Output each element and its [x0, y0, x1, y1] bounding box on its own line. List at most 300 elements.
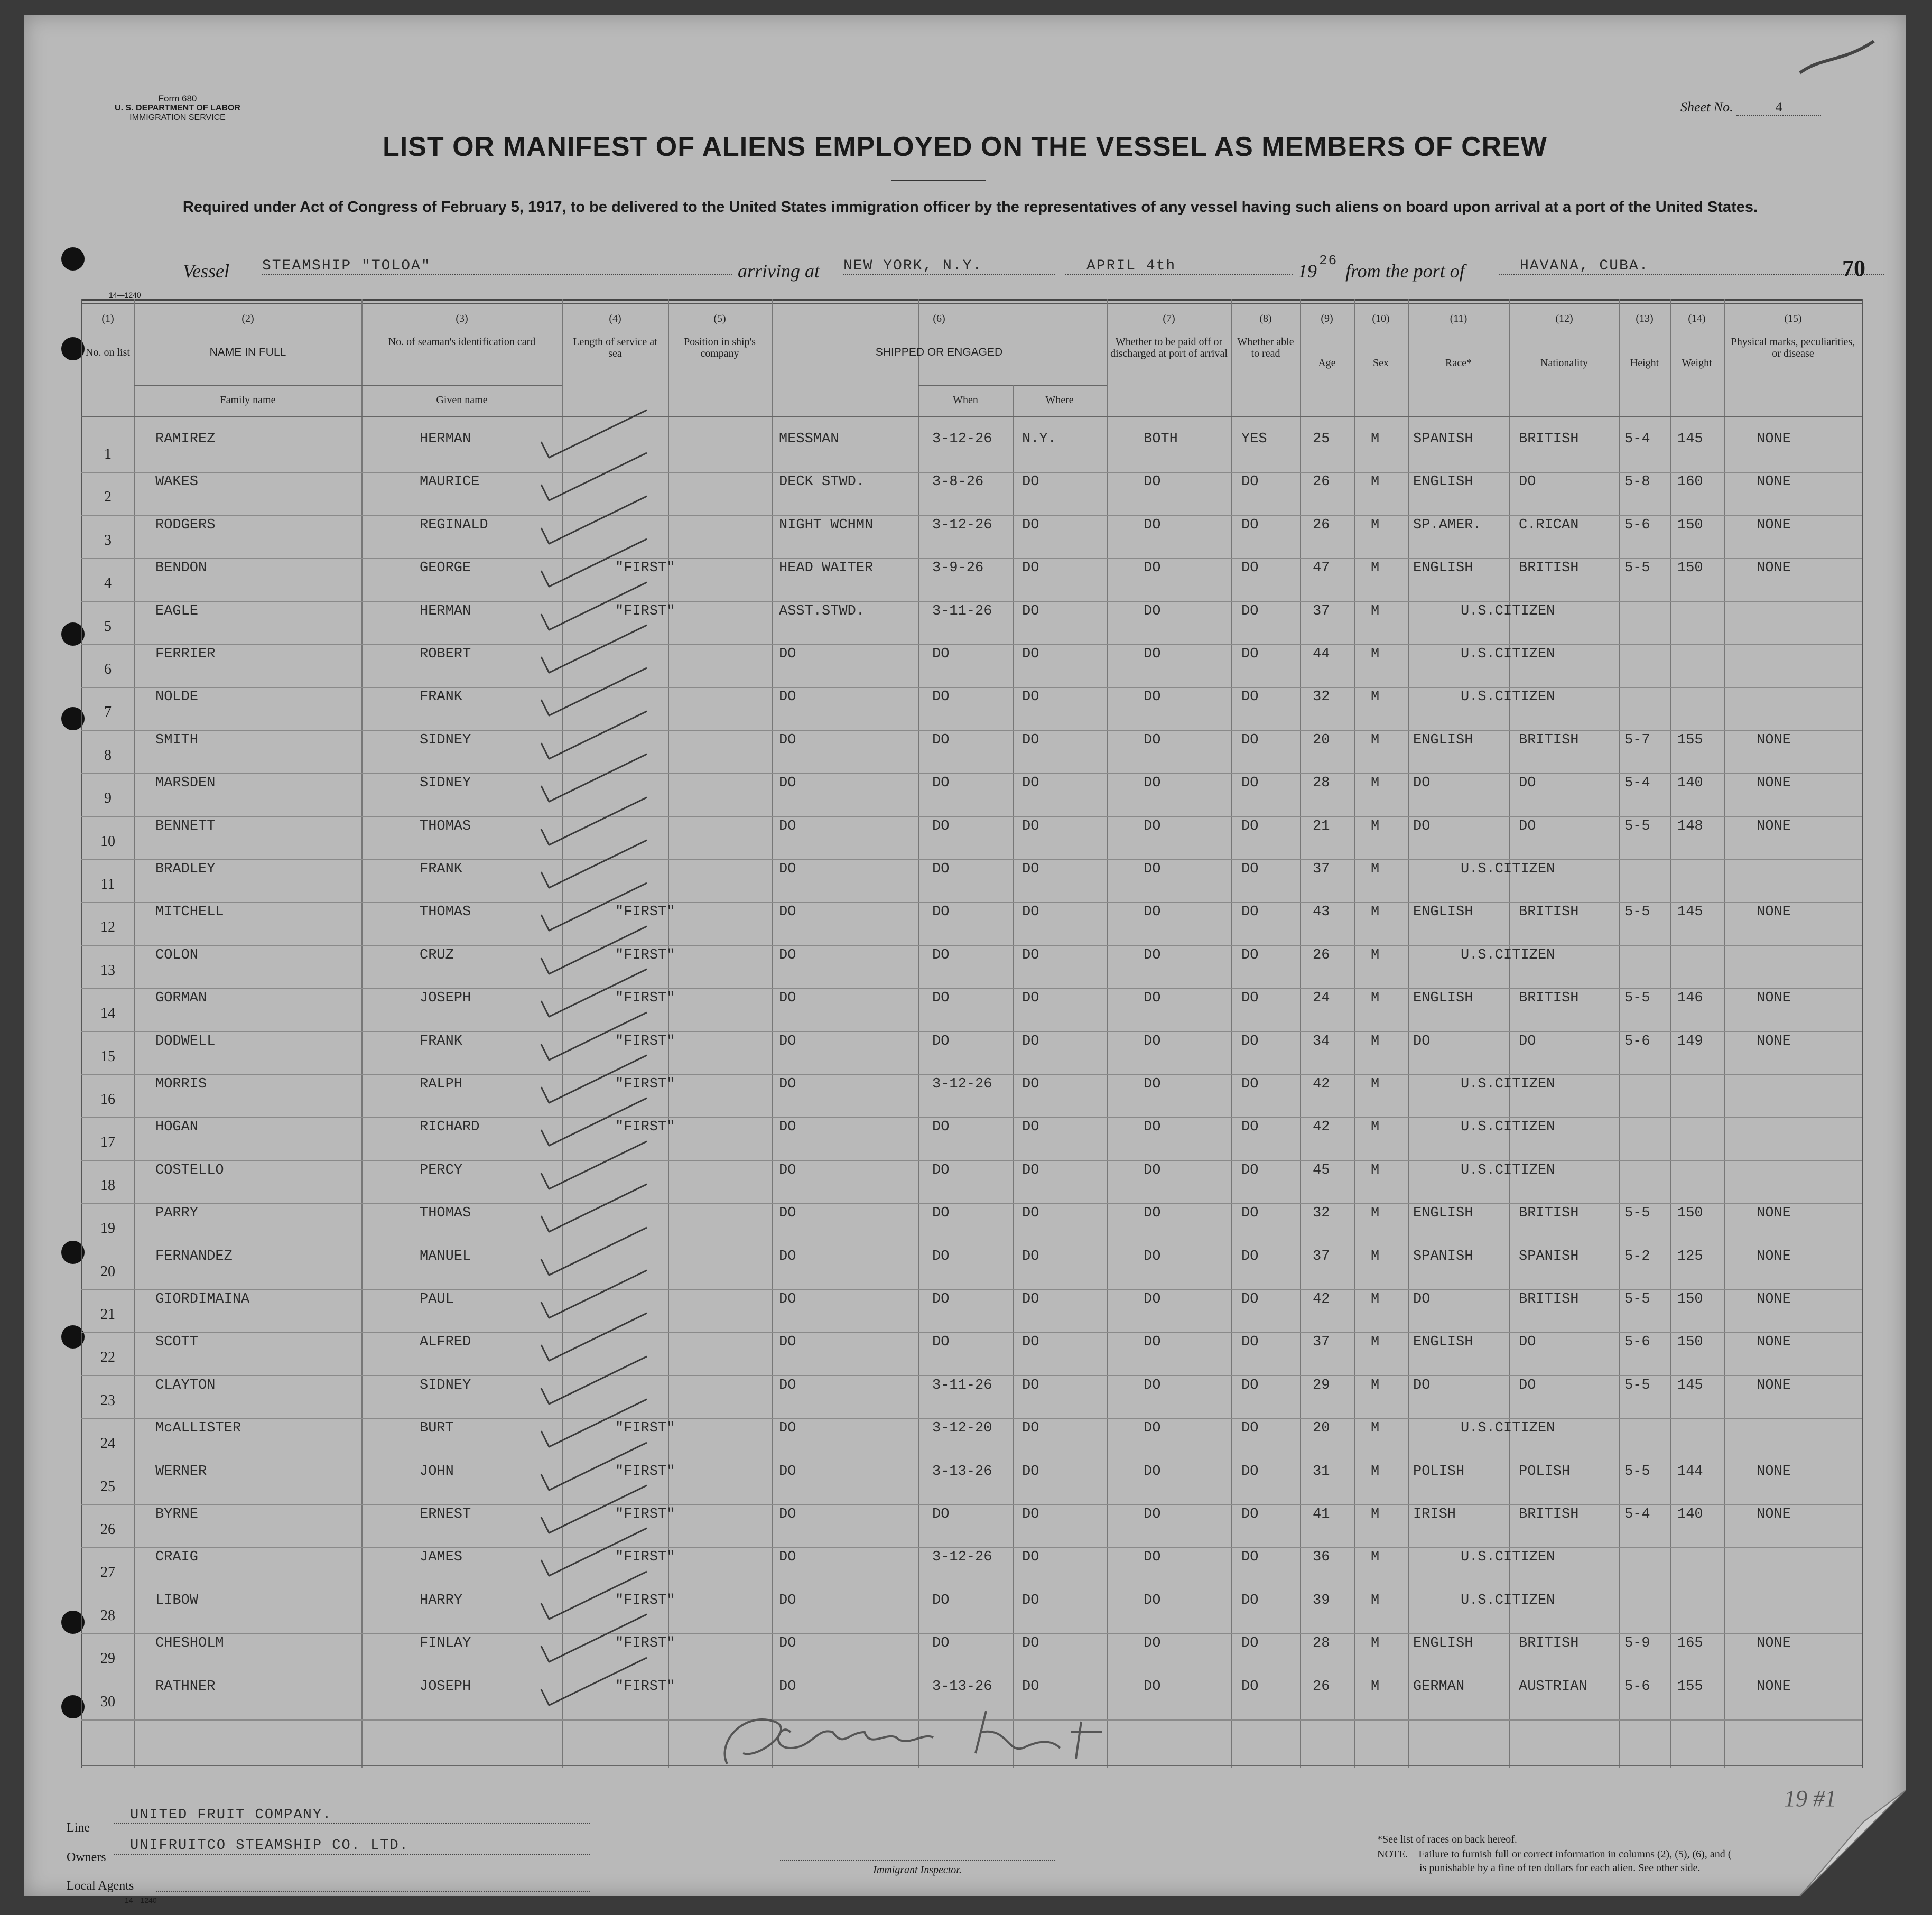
- sex: M: [1371, 1205, 1380, 1222]
- able-to-read: DO: [1241, 1549, 1259, 1566]
- physical-marks: NONE: [1757, 1463, 1791, 1480]
- form-number: Form 680: [158, 94, 197, 104]
- seaman-card: "FIRST": [615, 947, 675, 963]
- given-name: JOSEPH: [420, 990, 471, 1007]
- given-name: CRUZ: [420, 947, 454, 963]
- nationality: BRITISH: [1519, 990, 1579, 1007]
- column-header-1: No. on list: [86, 347, 130, 358]
- family-name: BENDON: [155, 560, 207, 577]
- given-name: MAURICE: [420, 474, 480, 490]
- given-name: REGINALD: [420, 517, 488, 533]
- shipped-when: DO: [932, 904, 950, 921]
- height: 5-9: [1624, 1635, 1650, 1652]
- document-title: LIST OR MANIFEST OF ALIENS EMPLOYED ON THE VESSEL AS MEMBERS OF CREW: [383, 132, 1547, 162]
- ship-position: MESSMAN: [779, 431, 839, 447]
- height: 5-4: [1624, 1507, 1650, 1522]
- table-row: [81, 560, 1862, 603]
- given-name: MANUEL: [420, 1248, 471, 1265]
- owners-label: Owners: [67, 1851, 106, 1864]
- physical-marks: NONE: [1757, 560, 1791, 577]
- given-name: FRANK: [420, 689, 463, 705]
- column-header-14: Weight: [1682, 357, 1712, 369]
- shipped-where: DO: [1022, 947, 1039, 963]
- height: 5-5: [1624, 990, 1650, 1007]
- physical-marks: NONE: [1757, 818, 1791, 834]
- race: SP.AMER.: [1413, 517, 1482, 533]
- able-to-read: DO: [1241, 818, 1259, 834]
- table-row: [81, 1119, 1862, 1162]
- shipped-where: DO: [1022, 1119, 1039, 1136]
- agents-line: [156, 1891, 590, 1892]
- table-row: [81, 1593, 1862, 1635]
- row-number: 30: [100, 1693, 115, 1710]
- ship-position: DO: [779, 1420, 796, 1437]
- row-number: 25: [100, 1478, 115, 1495]
- row-number: 29: [100, 1650, 115, 1667]
- family-name-header: Family name: [220, 394, 276, 406]
- age: 41: [1313, 1507, 1330, 1522]
- paid-off: DO: [1144, 990, 1161, 1007]
- from-label: from the port of: [1345, 261, 1465, 282]
- citizen-status: U.S.CITIZEN: [1461, 1162, 1555, 1178]
- column-header-10: Sex: [1373, 357, 1389, 369]
- race: DO: [1413, 1291, 1431, 1307]
- race: ENGLISH: [1413, 732, 1473, 748]
- crew-table: [81, 299, 1862, 1768]
- nationality: DO: [1519, 474, 1536, 490]
- race: ENGLISH: [1413, 474, 1473, 490]
- seaman-card: "FIRST": [615, 1463, 675, 1480]
- ship-position: DO: [779, 775, 796, 792]
- nationality: BRITISH: [1519, 904, 1579, 921]
- column-header-4: Length of service at sea: [573, 336, 657, 359]
- race: ENGLISH: [1413, 1205, 1473, 1222]
- table-row: [81, 1378, 1862, 1420]
- citizen-status: U.S.CITIZEN: [1461, 1549, 1555, 1566]
- weight: 145: [1677, 904, 1703, 921]
- shipped-where: DO: [1022, 474, 1039, 490]
- sex: M: [1371, 646, 1380, 662]
- physical-marks: NONE: [1757, 1248, 1791, 1265]
- table-row: [81, 1249, 1862, 1291]
- sex: M: [1371, 1549, 1380, 1566]
- age: 32: [1313, 689, 1330, 705]
- table-row: [81, 431, 1862, 474]
- title-rule: [891, 180, 986, 181]
- given-name: SIDNEY: [420, 1377, 471, 1393]
- paid-off: DO: [1144, 1377, 1161, 1393]
- given-name: GEORGE: [420, 560, 471, 577]
- owners-value: UNIFRUITCO STEAMSHIP CO. LTD.: [114, 1838, 590, 1855]
- height: 5-6: [1624, 1033, 1650, 1049]
- paid-off: DO: [1144, 1549, 1161, 1566]
- given-name: PAUL: [420, 1291, 454, 1307]
- paid-off: DO: [1144, 1033, 1161, 1049]
- age: 39: [1313, 1592, 1330, 1609]
- seaman-card: "FIRST": [615, 1678, 675, 1695]
- height: 5-5: [1624, 904, 1650, 921]
- from-port: HAVANA, CUBA.: [1499, 258, 1884, 275]
- physical-marks: NONE: [1757, 474, 1791, 490]
- column-header-9: Age: [1318, 357, 1336, 369]
- shipped-when: 3-9-26: [932, 560, 984, 577]
- row-number: 19: [100, 1220, 115, 1237]
- paid-off: DO: [1144, 947, 1161, 963]
- column-number-13: (13): [1636, 313, 1654, 324]
- given-name: FINLAY: [420, 1635, 471, 1652]
- paid-off: DO: [1144, 1420, 1161, 1437]
- race: POLISH: [1413, 1463, 1465, 1480]
- manifest-sheet: [24, 15, 1906, 1904]
- ship-position: DO: [779, 1334, 796, 1351]
- row-number: 14: [100, 1005, 115, 1022]
- table-row: [81, 1163, 1862, 1205]
- able-to-read: DO: [1241, 1205, 1259, 1222]
- family-name: RAMIREZ: [155, 431, 216, 447]
- races-note: *See list of races on back hereof.: [1377, 1834, 1517, 1845]
- row-number: 21: [100, 1306, 115, 1323]
- header-rule: [134, 385, 562, 386]
- paid-off: BOTH: [1144, 431, 1178, 447]
- row-number: 9: [104, 790, 112, 807]
- weight: 150: [1677, 1291, 1703, 1307]
- shipped-when-header: When: [953, 394, 978, 406]
- paid-off: DO: [1144, 474, 1161, 490]
- shipped-where: DO: [1022, 646, 1039, 662]
- column-number-8: (8): [1259, 313, 1272, 324]
- column-header-13: Height: [1630, 357, 1659, 369]
- ship-position: DO: [779, 904, 796, 921]
- able-to-read: DO: [1241, 904, 1259, 921]
- column-header-3: No. of seaman's identification card: [388, 336, 536, 348]
- age: 31: [1313, 1463, 1330, 1480]
- citizen-status: U.S.CITIZEN: [1461, 646, 1555, 662]
- ship-position: DO: [779, 689, 796, 705]
- table-row: [81, 474, 1862, 517]
- age: 36: [1313, 1549, 1330, 1566]
- age: 44: [1313, 646, 1330, 662]
- family-name: LIBOW: [155, 1592, 199, 1609]
- age: 37: [1313, 1334, 1330, 1351]
- given-name: JAMES: [420, 1549, 463, 1566]
- shipped-where: DO: [1022, 517, 1039, 533]
- family-name: MORRIS: [155, 1076, 207, 1092]
- family-name: FERNANDEZ: [155, 1248, 233, 1265]
- age: 29: [1313, 1377, 1330, 1393]
- ship-position: DO: [779, 1507, 796, 1522]
- voyage-line: [183, 253, 1874, 284]
- physical-marks: NONE: [1757, 431, 1791, 447]
- ship-position: DO: [779, 1377, 796, 1393]
- shipped-where: DO: [1022, 1377, 1039, 1393]
- ship-position: DO: [779, 1291, 796, 1307]
- nationality: BRITISH: [1519, 560, 1579, 577]
- sex: M: [1371, 689, 1380, 705]
- shipped-when: DO: [932, 1033, 950, 1049]
- ship-position: DECK STWD.: [779, 474, 865, 490]
- table-row: [81, 1076, 1862, 1119]
- nationality: C.RICAN: [1519, 517, 1579, 533]
- citizen-status: U.S.CITIZEN: [1461, 947, 1555, 963]
- check-mark-icon: [536, 1652, 663, 1711]
- sheet-label: Sheet No.: [1680, 99, 1733, 115]
- weight: 148: [1677, 818, 1703, 834]
- ship-position: DO: [779, 1248, 796, 1265]
- ship-position: DO: [779, 818, 796, 834]
- family-name: RATHNER: [155, 1678, 216, 1695]
- given-name: FRANK: [420, 1033, 463, 1049]
- row-number: 12: [100, 919, 115, 936]
- column-number-9: (9): [1321, 313, 1333, 324]
- shipped-when: DO: [932, 1592, 950, 1609]
- weight: 149: [1677, 1033, 1703, 1049]
- able-to-read: DO: [1241, 1507, 1259, 1522]
- age: 26: [1313, 1678, 1330, 1695]
- height: 5-2: [1624, 1248, 1650, 1265]
- ship-position: DO: [779, 732, 796, 748]
- shipped-when: DO: [932, 1119, 950, 1136]
- header-rule: [81, 416, 1862, 417]
- physical-marks: NONE: [1757, 904, 1791, 921]
- sex: M: [1371, 1334, 1380, 1351]
- family-name: BYRNE: [155, 1507, 199, 1522]
- height: 5-5: [1624, 818, 1650, 834]
- shipped-when: 3-8-26: [932, 474, 984, 490]
- sex: M: [1371, 1033, 1380, 1049]
- table-row: [81, 732, 1862, 775]
- physical-marks: NONE: [1757, 1291, 1791, 1307]
- race: ENGLISH: [1413, 1635, 1473, 1652]
- age: 37: [1313, 603, 1330, 619]
- able-to-read: DO: [1241, 1420, 1259, 1437]
- sex: M: [1371, 1592, 1380, 1609]
- able-to-read: DO: [1241, 1635, 1259, 1652]
- family-name: MARSDEN: [155, 775, 216, 792]
- height: 5-8: [1624, 474, 1650, 490]
- age: 28: [1313, 775, 1330, 792]
- citizen-status: U.S.CITIZEN: [1461, 1076, 1555, 1092]
- family-name: COSTELLO: [155, 1162, 224, 1178]
- citizen-status: U.S.CITIZEN: [1461, 1119, 1555, 1136]
- given-name: HERMAN: [420, 431, 471, 447]
- weight: 165: [1677, 1635, 1703, 1652]
- column-number-1: (1): [101, 313, 114, 324]
- able-to-read: DO: [1241, 1248, 1259, 1265]
- line-label: Line: [67, 1821, 90, 1835]
- shipped-where: DO: [1022, 732, 1039, 748]
- department: U. S. DEPARTMENT OF LABOR: [115, 104, 240, 113]
- ship-position: DO: [779, 861, 796, 877]
- row-number: 16: [100, 1091, 115, 1108]
- shipped-where: DO: [1022, 689, 1039, 705]
- column-number-15: (15): [1784, 313, 1802, 324]
- weight: 125: [1677, 1248, 1703, 1265]
- shipped-when: DO: [932, 818, 950, 834]
- family-name: EAGLE: [155, 603, 199, 619]
- nationality: BRITISH: [1519, 1291, 1579, 1307]
- shipped-when: 3-12-26: [932, 431, 992, 447]
- seaman-card: "FIRST": [615, 1635, 675, 1652]
- ship-position: NIGHT WCHMN: [779, 517, 874, 533]
- able-to-read: DO: [1241, 1463, 1259, 1480]
- shipped-where: DO: [1022, 1205, 1039, 1222]
- height: 5-5: [1624, 1463, 1650, 1480]
- weight: 145: [1677, 431, 1703, 447]
- row-number: 10: [100, 833, 115, 850]
- table-row: [81, 603, 1862, 646]
- family-name: WAKES: [155, 474, 199, 490]
- family-name: CLAYTON: [155, 1377, 216, 1393]
- weight: 140: [1677, 1507, 1703, 1522]
- form-header: [82, 94, 273, 123]
- row-number: 26: [100, 1521, 115, 1538]
- age: 42: [1313, 1291, 1330, 1307]
- row-number: 7: [104, 704, 112, 721]
- inspector-label: Immigrant Inspector.: [873, 1864, 962, 1876]
- age: 21: [1313, 818, 1330, 834]
- able-to-read: DO: [1241, 646, 1259, 662]
- vessel-name: STEAMSHIP "TOLOA": [262, 258, 732, 275]
- shipped-when: 3-13-26: [932, 1678, 992, 1695]
- table-row: [81, 689, 1862, 732]
- sex: M: [1371, 1377, 1380, 1393]
- given-name: BURT: [420, 1420, 454, 1437]
- sex: M: [1371, 1248, 1380, 1265]
- weight: 144: [1677, 1463, 1703, 1480]
- height: 5-5: [1624, 560, 1650, 577]
- weight: 155: [1677, 732, 1703, 748]
- able-to-read: DO: [1241, 1119, 1259, 1136]
- physical-marks: NONE: [1757, 732, 1791, 748]
- seaman-card: "FIRST": [615, 1549, 675, 1566]
- penalty-note-2: is punishable by a fine of ten dollars for each alien. See other side.: [1419, 1862, 1701, 1874]
- shipped-when: 3-12-26: [932, 1549, 992, 1566]
- paid-off: DO: [1144, 775, 1161, 792]
- family-name: PARRY: [155, 1205, 199, 1222]
- shipped-when: DO: [932, 1248, 950, 1265]
- race: IRISH: [1413, 1507, 1456, 1522]
- able-to-read: DO: [1241, 1076, 1259, 1092]
- row-number: 23: [100, 1392, 115, 1409]
- height: 5-5: [1624, 1205, 1650, 1222]
- physical-marks: NONE: [1757, 1334, 1791, 1351]
- family-name: HOGAN: [155, 1119, 199, 1136]
- shipped-when: DO: [932, 1162, 950, 1178]
- nationality: BRITISH: [1519, 431, 1579, 447]
- race: ENGLISH: [1413, 560, 1473, 577]
- race: DO: [1413, 1033, 1431, 1049]
- seaman-card: "FIRST": [615, 1119, 675, 1136]
- age: 24: [1313, 990, 1330, 1007]
- column-number-2: (2): [242, 313, 254, 324]
- citizen-status: U.S.CITIZEN: [1461, 861, 1555, 877]
- column-header-7: Whether to be paid off or discharged at port of arrival: [1110, 336, 1228, 359]
- age: 26: [1313, 474, 1330, 490]
- seaman-card: "FIRST": [615, 1076, 675, 1092]
- paid-off: DO: [1144, 1507, 1161, 1522]
- physical-marks: NONE: [1757, 1205, 1791, 1222]
- table-row: [81, 1334, 1862, 1377]
- age: 45: [1313, 1162, 1330, 1178]
- column-rule: [1862, 299, 1863, 1768]
- table-row: [81, 1464, 1862, 1507]
- age: 37: [1313, 861, 1330, 877]
- given-name: RALPH: [420, 1076, 463, 1092]
- height: 5-5: [1624, 1377, 1650, 1393]
- shipped-where: DO: [1022, 1507, 1039, 1522]
- sex: M: [1371, 1291, 1380, 1307]
- able-to-read: DO: [1241, 1291, 1259, 1307]
- table-row: [81, 1635, 1862, 1678]
- table-row: [81, 775, 1862, 818]
- table-row: [81, 517, 1862, 560]
- ship-position: DO: [779, 1076, 796, 1092]
- form-code-bottom: 14—1240: [125, 1896, 157, 1904]
- seaman-card: "FIRST": [615, 1033, 675, 1049]
- year-prefix: 19: [1298, 261, 1317, 282]
- nationality: BRITISH: [1519, 1635, 1579, 1652]
- given-name: HARRY: [420, 1592, 463, 1609]
- sex: M: [1371, 517, 1380, 533]
- nationality: DO: [1519, 1377, 1536, 1393]
- family-name: BENNETT: [155, 818, 216, 834]
- shipped-where: DO: [1022, 861, 1039, 877]
- column-header-5: Position in ship's company: [684, 336, 756, 359]
- sex: M: [1371, 474, 1380, 490]
- paid-off: DO: [1144, 1248, 1161, 1265]
- sheet-number-block: [1680, 99, 1860, 116]
- shipped-where: DO: [1022, 1592, 1039, 1609]
- table-row: [81, 1034, 1862, 1076]
- height: 5-5: [1624, 1291, 1650, 1307]
- folded-corner: [1800, 1790, 1906, 1896]
- age: 28: [1313, 1635, 1330, 1652]
- shipped-when: DO: [932, 1291, 950, 1307]
- weight: 150: [1677, 517, 1703, 533]
- nationality: BRITISH: [1519, 1507, 1579, 1522]
- given-name: SIDNEY: [420, 732, 471, 748]
- sex: M: [1371, 1507, 1380, 1522]
- ship-position: DO: [779, 1162, 796, 1178]
- age: 34: [1313, 1033, 1330, 1049]
- able-to-read: YES: [1241, 431, 1267, 447]
- paid-off: DO: [1144, 1162, 1161, 1178]
- shipped-where: DO: [1022, 1334, 1039, 1351]
- race: DO: [1413, 818, 1431, 834]
- table-row: [81, 861, 1862, 904]
- nationality: DO: [1519, 775, 1536, 792]
- family-name: BRADLEY: [155, 861, 216, 877]
- table-row: [81, 1507, 1862, 1549]
- form-code-top: 14—1240: [109, 291, 141, 299]
- given-name: JOHN: [420, 1463, 454, 1480]
- able-to-read: DO: [1241, 947, 1259, 963]
- given-name: THOMAS: [420, 818, 471, 834]
- race: SPANISH: [1413, 431, 1473, 447]
- sex: M: [1371, 904, 1380, 921]
- row-number: 6: [104, 661, 112, 677]
- sex: M: [1371, 1420, 1380, 1437]
- ship-position: DO: [779, 947, 796, 963]
- family-name: MITCHELL: [155, 904, 224, 921]
- shipped-when: DO: [932, 1635, 950, 1652]
- able-to-read: DO: [1241, 732, 1259, 748]
- row-number: 28: [100, 1607, 115, 1624]
- sex: M: [1371, 732, 1380, 748]
- shipped-when: DO: [932, 689, 950, 705]
- row-number: 13: [100, 962, 115, 979]
- age: 20: [1313, 1420, 1330, 1437]
